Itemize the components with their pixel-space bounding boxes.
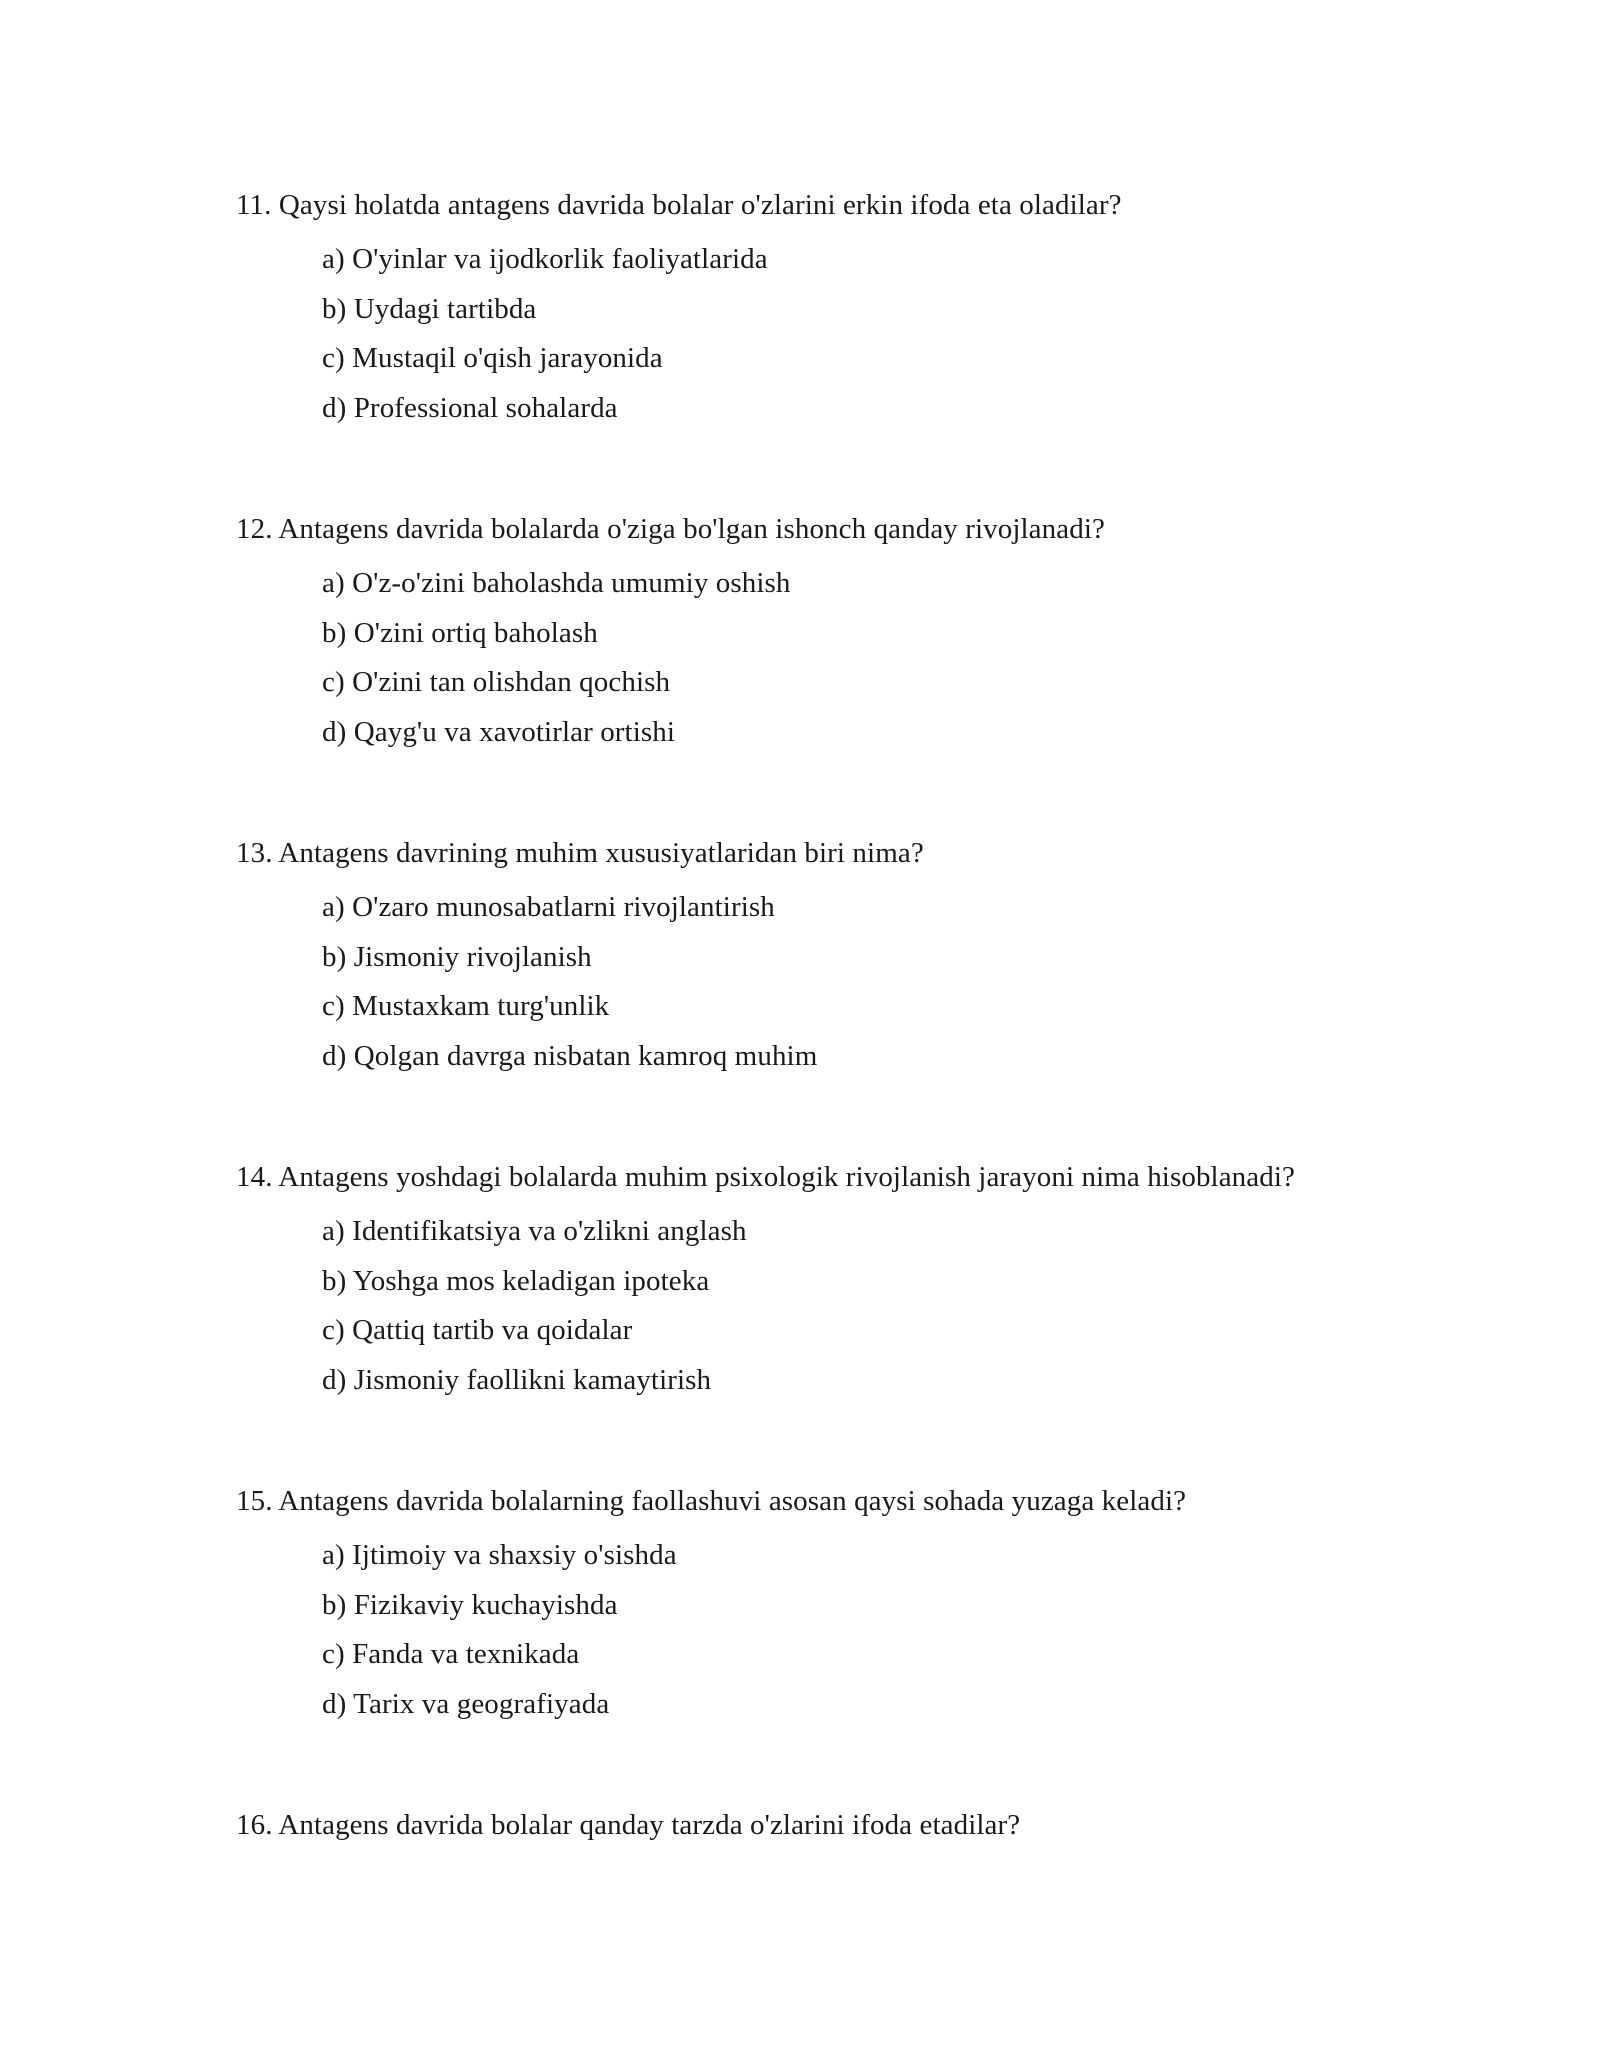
- question-11: [236, 185, 1306, 433]
- option-c: c) O'zini tan olishdan qochish: [322, 666, 671, 698]
- question-12: [236, 509, 1306, 757]
- question-14: [236, 1157, 1306, 1405]
- option-b: b) O'zini ortiq baholash: [322, 616, 598, 649]
- option-d: d) Professional sohalarda: [322, 391, 618, 424]
- options-list: [236, 1531, 1306, 1729]
- option-c: c) Fanda va texnikada: [322, 1638, 580, 1670]
- option-b: b) Uydagi tartibda: [322, 292, 537, 325]
- question-16: [236, 1805, 1306, 1845]
- option-d: d) Tarix va geografiyada: [322, 1687, 610, 1720]
- option-c: c) Mustaxkam turg'unlik: [322, 990, 610, 1022]
- option-b: b) Jismoniy rivojlanish: [322, 940, 592, 973]
- question-text: 12. Antagens davrida bolalarda o'ziga bo'lgan ishonch qanday rivojlanadi?: [236, 513, 1105, 545]
- question-text: 11. Qaysi holatda antagens davrida bolalar o'zlarini erkin ifoda eta oladilar?: [236, 189, 1122, 221]
- options-list: [236, 235, 1306, 433]
- option-b: b) Fizikaviy kuchayishda: [322, 1588, 618, 1621]
- question-13: [236, 833, 1306, 1081]
- options-list: [236, 1207, 1306, 1405]
- option-a: a) O'zaro munosabatlarni rivojlantirish: [322, 891, 775, 923]
- question-15: [236, 1481, 1306, 1729]
- option-d: d) Qayg'u va xavotirlar ortishi: [322, 715, 676, 748]
- option-b: b) Yoshga mos keladigan ipoteka: [322, 1264, 710, 1297]
- option-c: c) Qattiq tartib va qoidalar: [322, 1314, 633, 1346]
- option-a: a) Identifikatsiya va o'zlikni anglash: [322, 1215, 747, 1247]
- question-text: 13. Antagens davrining muhim xususiyatlaridan biri nima?: [236, 837, 924, 869]
- option-a: a) O'yinlar va ijodkorlik faoliyatlarida: [322, 243, 768, 275]
- option-a: a) Ijtimoiy va shaxsiy o'sishda: [322, 1539, 677, 1571]
- options-list: [236, 883, 1306, 1081]
- option-a: a) O'z-o'zini baholashda umumiy oshish: [322, 567, 791, 599]
- question-text: 14. Antagens yoshdagi bolalarda muhim psixologik rivojlanish jarayoni nima hisoblanadi?: [236, 1161, 1295, 1193]
- options-list: [236, 559, 1306, 757]
- questions-list: [236, 185, 1306, 1921]
- option-d: d) Jismoniy faollikni kamaytirish: [322, 1363, 712, 1396]
- question-text: 16. Antagens davrida bolalar qanday tarzda o'zlarini ifoda etadilar?: [236, 1809, 1021, 1841]
- option-c: c) Mustaqil o'qish jarayonida: [322, 342, 663, 374]
- option-d: d) Qolgan davrga nisbatan kamroq muhim: [322, 1039, 818, 1072]
- question-text: 15. Antagens davrida bolalarning faollashuvi asosan qaysi sohada yuzaga keladi?: [236, 1485, 1187, 1517]
